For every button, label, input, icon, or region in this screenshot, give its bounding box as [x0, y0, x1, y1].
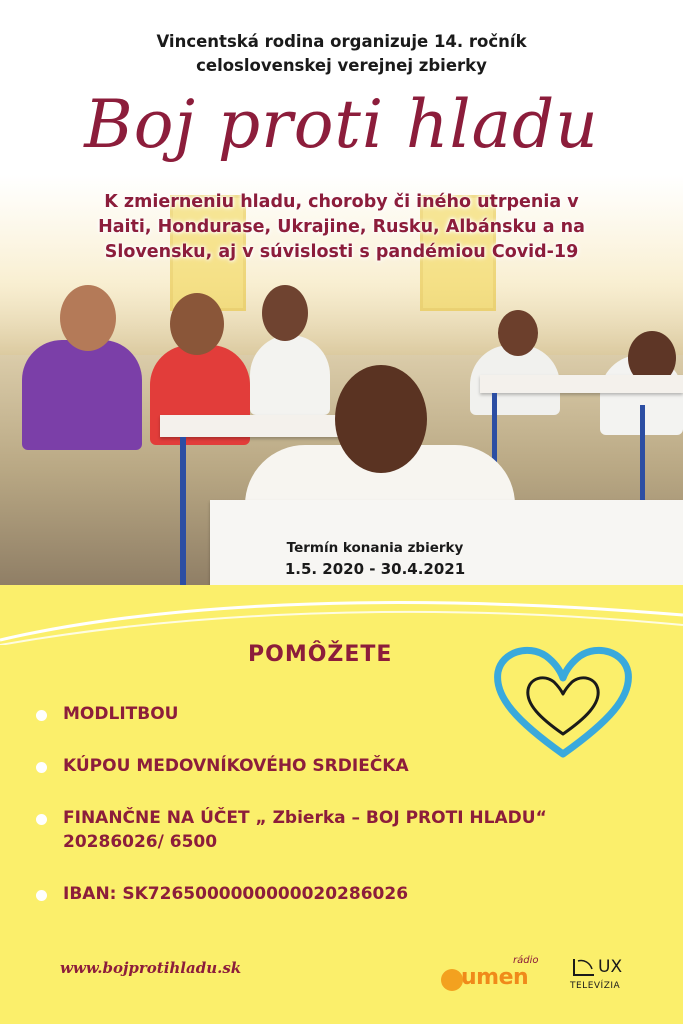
- purpose-line: Haiti, Hondurase, Ukrajine, Rusku, Albánsku a na: [98, 217, 585, 237]
- account-text: FINANČNE NA ÚČET „ Zbierka – BOJ PROTI HLADU“: [63, 808, 547, 828]
- heart-icon: [488, 642, 638, 762]
- intro-line: Vincentská rodina organizuje 14. ročník: [156, 32, 527, 51]
- intro-line: celoslovenskej verejnej zbierky: [196, 56, 487, 75]
- purpose-line: Slovensku, aj v súvislosti s pandémiou Covid-19: [104, 242, 579, 262]
- list-item-text: IBAN: SK7265000000000020286026: [63, 884, 409, 904]
- list-item-text: MODLITBOU: [63, 704, 179, 724]
- list-item: [36, 702, 178, 726]
- list-item: [36, 806, 547, 854]
- lumen-radio-label: rádio: [513, 955, 539, 966]
- lux-logo: [570, 955, 660, 995]
- child-head: [60, 285, 116, 351]
- intro-text: [0, 30, 683, 78]
- child-shirt: [250, 335, 330, 415]
- desk-leg: [180, 437, 186, 587]
- term-value: 1.5. 2020 - 30.4.2021: [284, 560, 466, 578]
- page-title: Boj proti hladu: [84, 86, 599, 163]
- bullet-dot-icon: [36, 762, 47, 773]
- help-title: POMÔŽETE: [248, 642, 393, 667]
- desk: [480, 375, 683, 393]
- lux-mark-icon: [570, 957, 598, 977]
- account-number: 20286026/ 6500: [63, 832, 218, 852]
- bullet-dot-icon: [36, 710, 47, 721]
- term-label: Termín konania zbierky: [286, 540, 464, 556]
- desk: [160, 415, 340, 437]
- lumen-logo: [441, 955, 551, 995]
- list-item-text: KÚPOU MEDOVNÍKOVÉHO SRDIEČKA: [63, 756, 409, 776]
- bullet-dot-icon: [36, 890, 47, 901]
- child-shirt: [22, 340, 142, 450]
- list-item-text: [63, 806, 547, 854]
- lux-subtitle: TELEVÍZIA: [570, 981, 621, 991]
- boy-head: [335, 365, 427, 473]
- white-wave-decoration: [0, 585, 683, 645]
- child-head: [262, 285, 308, 341]
- website-link[interactable]: www.bojprotihladu.sk: [60, 959, 242, 977]
- list-item: [36, 882, 408, 906]
- child-head: [170, 293, 224, 355]
- bullet-dot-icon: [36, 814, 47, 825]
- purpose-line: K zmierneniu hladu, choroby či iného utrpenia v: [104, 192, 579, 212]
- collection-term: [230, 538, 520, 580]
- lumen-word: umen: [461, 965, 529, 990]
- child-head: [498, 310, 538, 356]
- list-item: [36, 754, 409, 778]
- lumen-bulb-icon: [441, 969, 463, 991]
- purpose-text: [0, 190, 683, 265]
- lux-word: UX: [598, 957, 623, 977]
